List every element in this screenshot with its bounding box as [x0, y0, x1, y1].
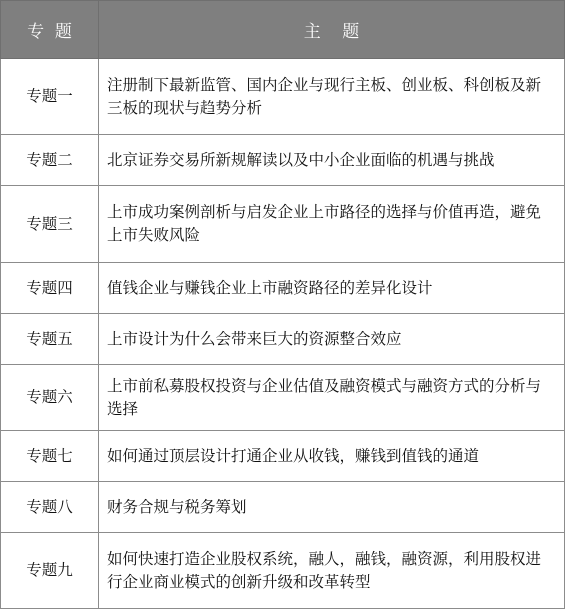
table-row [1, 263, 565, 314]
topic-content: 北京证券交易所新规解读以及中小企业面临的机遇与挑战 [99, 135, 565, 186]
table-row [1, 482, 565, 533]
topic-label: 专题九 [1, 533, 99, 609]
topic-content: 注册制下最新监管、国内企业与现行主板、创业板、科创板及新三板的现状与趋势分析 [99, 59, 565, 135]
table-row [1, 314, 565, 365]
topic-label: 专题八 [1, 482, 99, 533]
topic-label: 专题一 [1, 59, 99, 135]
topic-label: 专题三 [1, 186, 99, 263]
table-row [1, 186, 565, 263]
topic-content: 上市前私募股权投资与企业估值及融资模式与融资方式的分析与选择 [99, 365, 565, 431]
topic-content: 上市成功案例剖析与启发企业上市路径的选择与价值再造，避免上市失败风险 [99, 186, 565, 263]
topic-content: 上市设计为什么会带来巨大的资源整合效应 [99, 314, 565, 365]
topic-content: 值钱企业与赚钱企业上市融资路径的差异化设计 [99, 263, 565, 314]
table-header [1, 1, 565, 59]
table-row [1, 533, 565, 609]
header-topic-number: 专 题 [1, 1, 99, 59]
topic-label: 专题五 [1, 314, 99, 365]
topic-label: 专题四 [1, 263, 99, 314]
table-row [1, 431, 565, 482]
table-row [1, 135, 565, 186]
topic-label: 专题六 [1, 365, 99, 431]
table-body [1, 59, 565, 609]
table-row [1, 59, 565, 135]
table-row [1, 365, 565, 431]
header-row [1, 1, 565, 59]
topic-content: 如何通过顶层设计打通企业从收钱，赚钱到值钱的通道 [99, 431, 565, 482]
topic-content: 财务合规与税务筹划 [99, 482, 565, 533]
topic-content: 如何快速打造企业股权系统，融人，融钱，融资源，利用股权进行企业商业模式的创新升级和改革转型 [99, 533, 565, 609]
topic-label: 专题七 [1, 431, 99, 482]
header-topic-title: 主 题 [99, 1, 565, 59]
topic-label: 专题二 [1, 135, 99, 186]
